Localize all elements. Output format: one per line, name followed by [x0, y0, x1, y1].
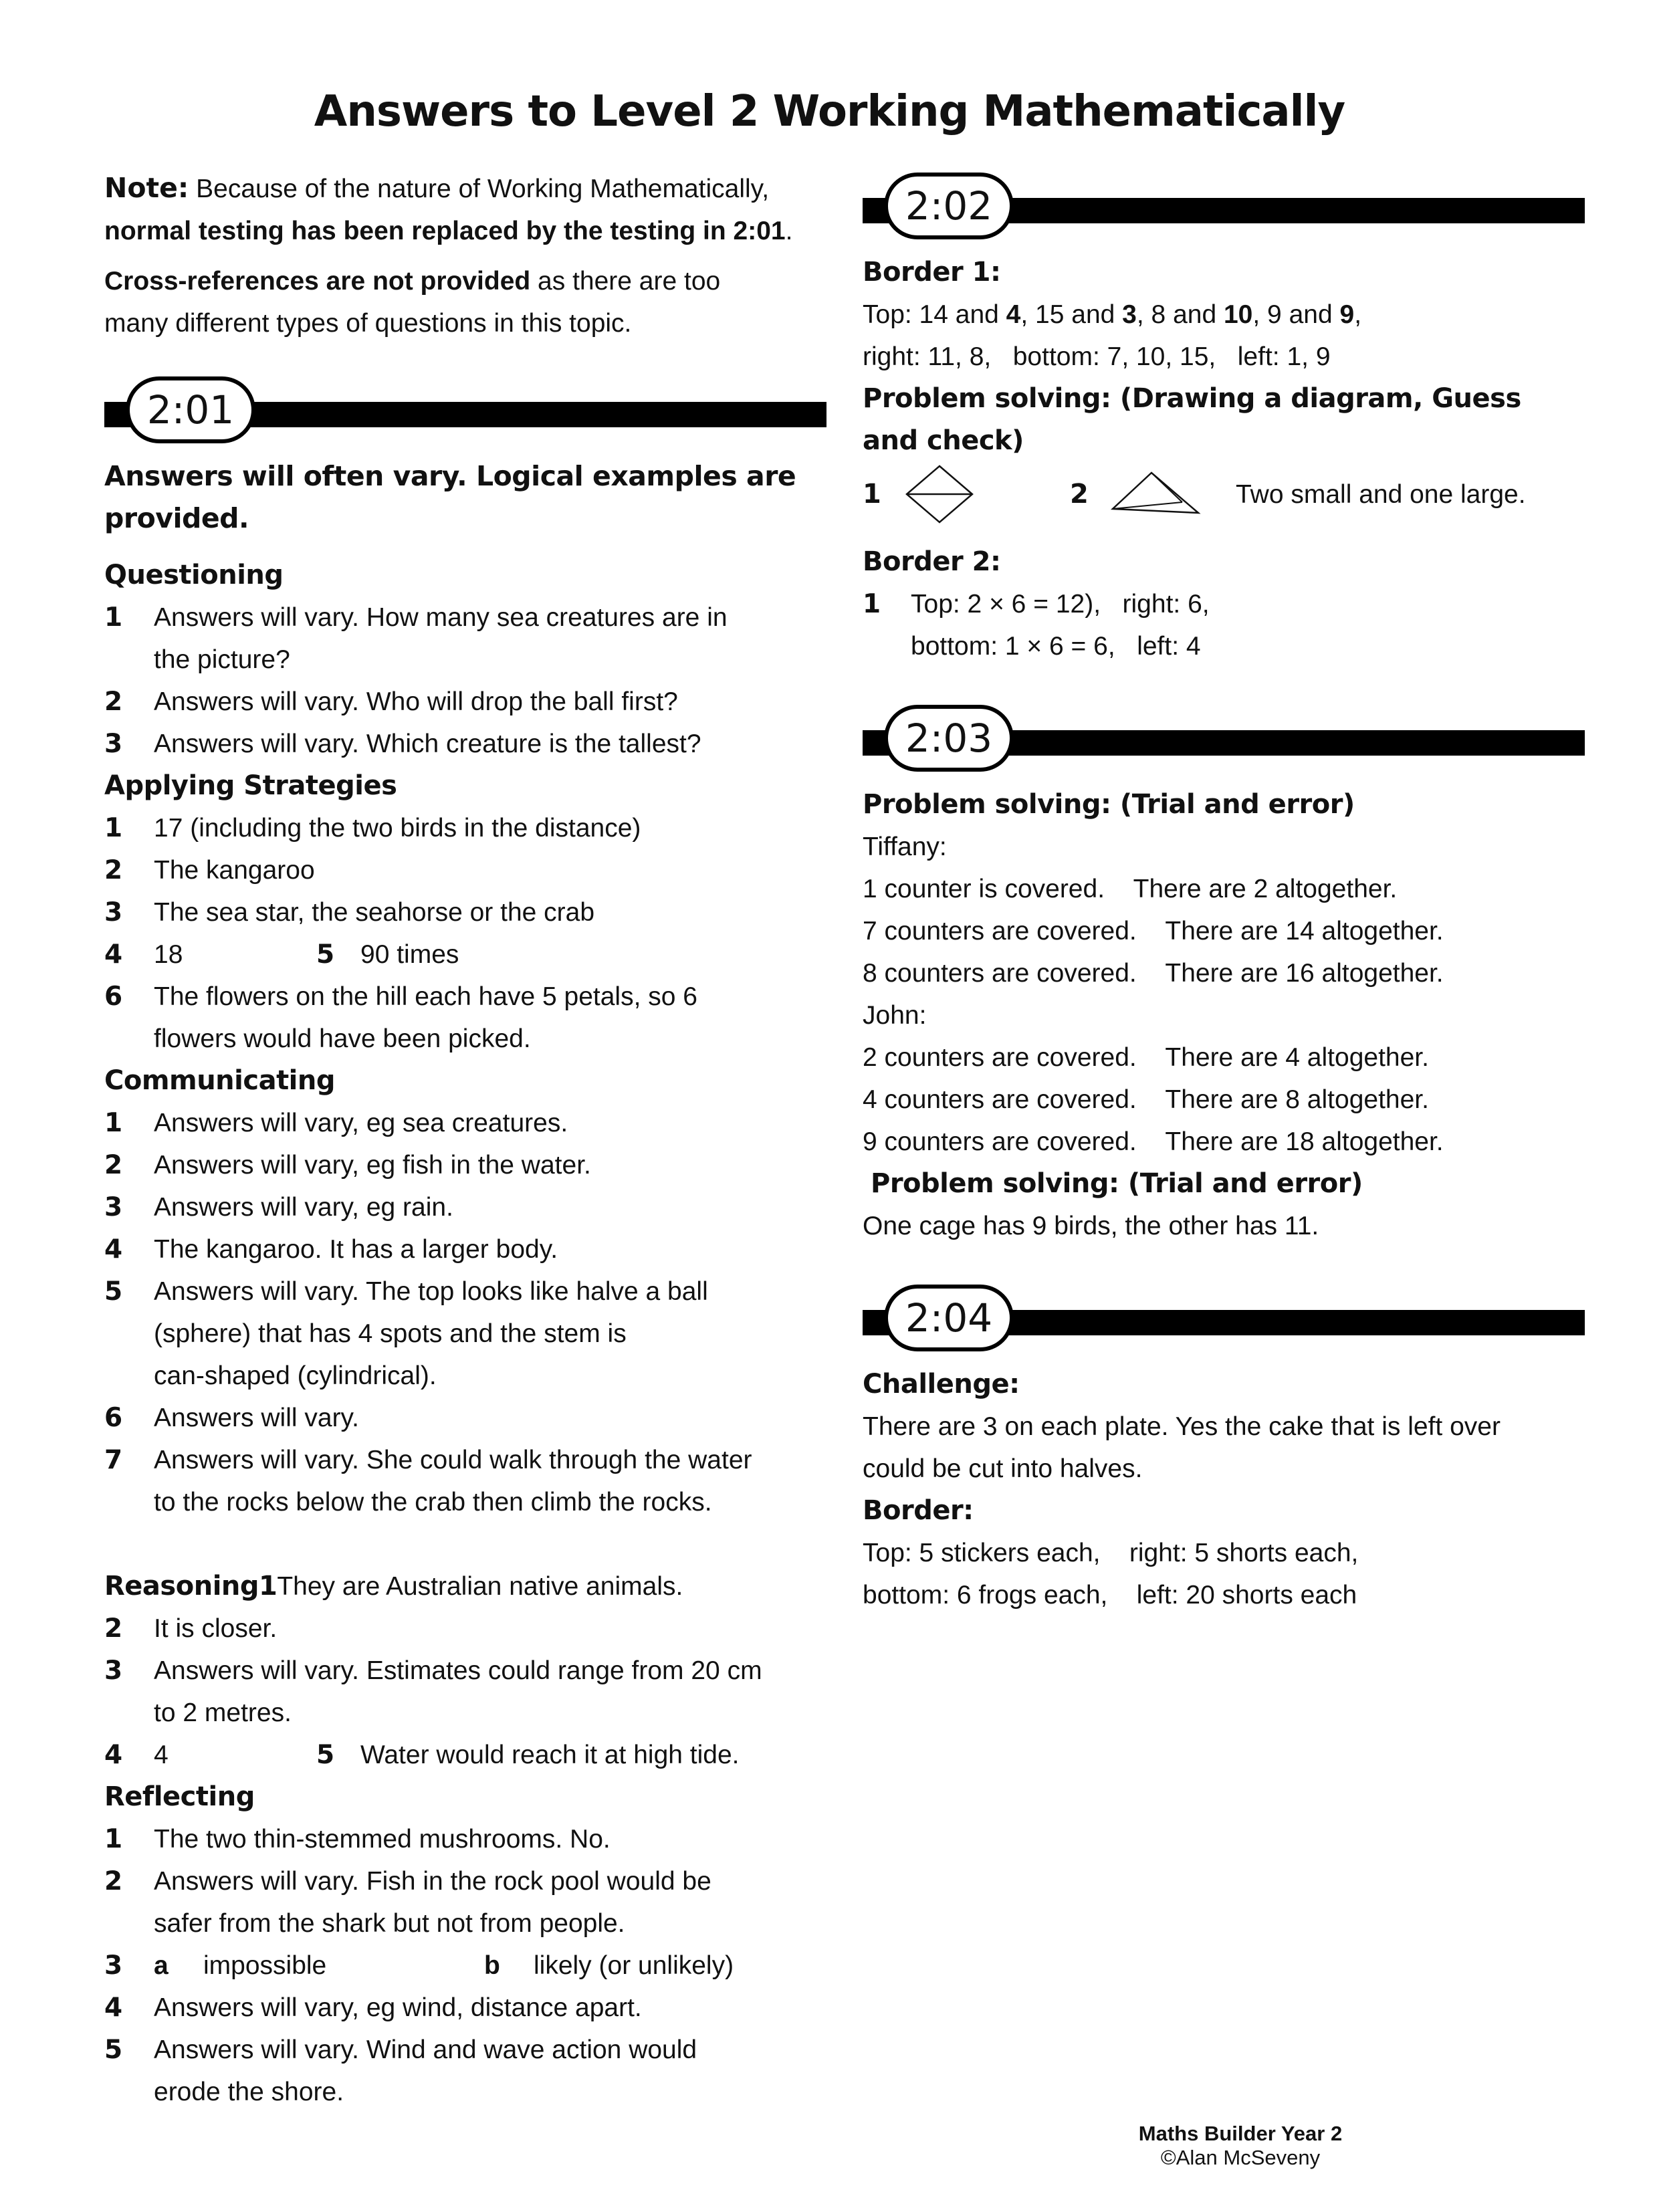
border-1-line-1: Top: 14 and 4, 15 and 3, 8 and 10, 9 and 9,	[863, 300, 1362, 329]
note-text-1: Because of the nature of Working Mathematically,	[189, 175, 770, 203]
list-item: 1 17 (including the two birds in the distance)	[104, 813, 641, 843]
section-bar-stub	[863, 1310, 883, 1335]
shape-answer-text: Two small and one large.	[1236, 479, 1526, 509]
left-column	[104, 167, 826, 2113]
section-header-2-04	[863, 1279, 1585, 1353]
list-item-pair: 3 a impossible b likely (or unlikely)	[104, 1951, 734, 1981]
list-item: 5 Answers will vary. The top looks like halve a ball	[104, 1277, 708, 1307]
triangle-shape	[1110, 462, 1204, 526]
list-item: 6 The flowers on the hill each have 5 petals, so 6	[104, 982, 697, 1012]
border-heading: Border:	[863, 1495, 974, 1526]
footer-copyright: ©Alan McSeveny	[1160, 2146, 1321, 2169]
list-item: the picture?	[154, 645, 290, 674]
list-item: 2 It is closer.	[104, 1614, 278, 1644]
border-2-heading: Border 2:	[863, 546, 1001, 577]
note-label: Note:	[104, 172, 189, 204]
list-item: 1 Answers will vary, eg sea creatures.	[104, 1108, 568, 1138]
section-header-2-02	[863, 167, 1585, 241]
list-item: (sphere) that has 4 spots and the stem is	[154, 1319, 627, 1348]
applying-heading: Applying Strategies	[104, 770, 397, 801]
list-item: to the rocks below the crab then climb the rocks.	[154, 1488, 712, 1517]
cage-answer: One cage has 9 birds, the other has 11.	[863, 1212, 1319, 1240]
trial-error-heading-2: Problem solving: (Trial and error)	[871, 1168, 1363, 1199]
list-item: flowers would have been picked.	[154, 1024, 531, 1053]
problem-solving-heading: Problem solving: (Drawing a diagram, Guess and check)	[863, 383, 1521, 456]
text-line: 1 counter is covered. There are 2 altogether.	[863, 875, 1398, 903]
note-text-2-end: .	[785, 217, 793, 245]
trial-error-heading: Problem solving: (Trial and error)	[863, 789, 1355, 820]
list-item: 1 Answers will vary. How many sea creatures are in	[104, 602, 728, 633]
questioning-heading: Questioning	[104, 560, 284, 590]
reflecting-list	[104, 1818, 826, 2113]
reasoning-list	[104, 1608, 826, 1776]
page-footer	[1090, 2122, 1391, 2170]
text-line: 4 counters are covered. There are 8 altogether.	[863, 1085, 1429, 1114]
section-bar-stub	[863, 198, 883, 223]
text-line: bottom: 6 frogs each, left: 20 shorts each	[863, 1581, 1357, 1610]
text-line: Tiffany:	[863, 833, 947, 861]
list-item: 4 The kangaroo. It has a larger body.	[104, 1234, 558, 1264]
text-line: John:	[863, 1001, 927, 1030]
list-item: erode the shore.	[154, 2078, 344, 2106]
border-1-heading: Border 1:	[863, 257, 1001, 288]
section-header-2-01	[104, 371, 826, 445]
list-item: 2 Answers will vary. Fish in the rock pool would be	[104, 1866, 711, 1896]
section-bar-stub	[104, 402, 124, 427]
list-item: 6 Answers will vary.	[104, 1403, 359, 1433]
cross-ref-text-2: many different types of questions in this topic.	[104, 309, 632, 338]
list-item-pair: 4 18 5 90 times	[104, 939, 459, 970]
list-item: safer from the shark but not from people.	[154, 1909, 625, 1938]
communicating-heading: Communicating	[104, 1065, 336, 1096]
text-line: could be cut into halves.	[863, 1454, 1143, 1483]
footer-book-title: Maths Builder Year 2	[1138, 2122, 1343, 2145]
list-item: 5 Answers will vary. Wind and wave action would	[104, 2035, 697, 2065]
text-line: 8 counters are covered. There are 16 altogether.	[863, 959, 1444, 988]
list-item: 1 The two thin-stemmed mushrooms. No.	[104, 1824, 611, 1854]
diamond-shape	[903, 462, 976, 526]
section-bar-stub	[863, 730, 883, 756]
section-label: 2:03	[884, 705, 1014, 772]
shape-answers: 1 2 Two small and one large.	[863, 462, 1585, 526]
list-item: 4 Answers will vary, eg wind, distance apart.	[104, 1993, 642, 2023]
challenge-heading: Challenge:	[863, 1369, 1020, 1400]
list-item: 3 Answers will vary. Estimates could range from 20 cm	[104, 1656, 762, 1686]
questioning-list	[104, 596, 826, 765]
list-item: 3 The sea star, the seahorse or the crab	[104, 897, 595, 927]
list-item: 1 Top: 2 × 6 = 12), right: 6,	[863, 589, 1210, 619]
border-1-line-2: right: 11, 8, bottom: 7, 10, 15, left: 1, 9	[863, 342, 1331, 371]
list-item: 3 Answers will vary, eg rain.	[104, 1192, 453, 1222]
communicating-list	[104, 1102, 826, 1523]
list-item: 2 Answers will vary, eg fish in the water.	[104, 1150, 591, 1180]
list-item: 7 Answers will vary. She could walk through the water	[104, 1445, 752, 1475]
list-item: 2 Answers will vary. Who will drop the ball first?	[104, 687, 678, 717]
reflecting-heading: Reflecting	[104, 1781, 255, 1812]
text-line: 9 counters are covered. There are 18 altogether.	[863, 1127, 1444, 1156]
text-line: There are 3 on each plate. Yes the cake that is left over	[863, 1412, 1501, 1441]
list-item-pair: 4 4 5 Water would reach it at high tide.	[104, 1740, 740, 1770]
reasoning-first-line: Reasoning 1 They are Australian native animals.	[104, 1565, 826, 1608]
note-text-2: normal testing has been replaced by the testing in 2:01	[104, 217, 786, 245]
trial-error-lines	[863, 826, 1585, 1163]
list-item: 2 The kangaroo	[104, 855, 315, 885]
list-item: to 2 metres.	[154, 1698, 292, 1727]
section-label: 2:01	[126, 376, 255, 443]
cross-ref-bold: Cross-references are not provided	[104, 267, 531, 296]
note-paragraph	[104, 167, 826, 252]
section-header-2-03	[863, 699, 1585, 773]
list-item: can-shaped (cylindrical).	[154, 1361, 437, 1390]
intro-heading: Answers will often vary. Logical examples are provided.	[104, 460, 796, 534]
section-label: 2:04	[884, 1285, 1014, 1351]
section-label: 2:02	[884, 173, 1014, 239]
reasoning-heading: Reasoning	[104, 1571, 259, 1601]
right-column	[863, 167, 1585, 1616]
text-line: 7 counters are covered. There are 14 altogether.	[863, 917, 1444, 946]
applying-list	[104, 807, 826, 1060]
text-line: Top: 5 stickers each, right: 5 shorts each,	[863, 1539, 1359, 1567]
list-item: 3 Answers will vary. Which creature is the tallest?	[104, 729, 701, 759]
page-title: Answers to Level 2 Working Mathematically	[314, 87, 1345, 136]
text-line: 2 counters are covered. There are 4 altogether.	[863, 1043, 1429, 1072]
cross-ref-text: as there are too	[530, 267, 721, 296]
list-item: bottom: 1 × 6 = 6, left: 4	[911, 632, 1201, 661]
cross-reference-paragraph	[104, 260, 826, 344]
